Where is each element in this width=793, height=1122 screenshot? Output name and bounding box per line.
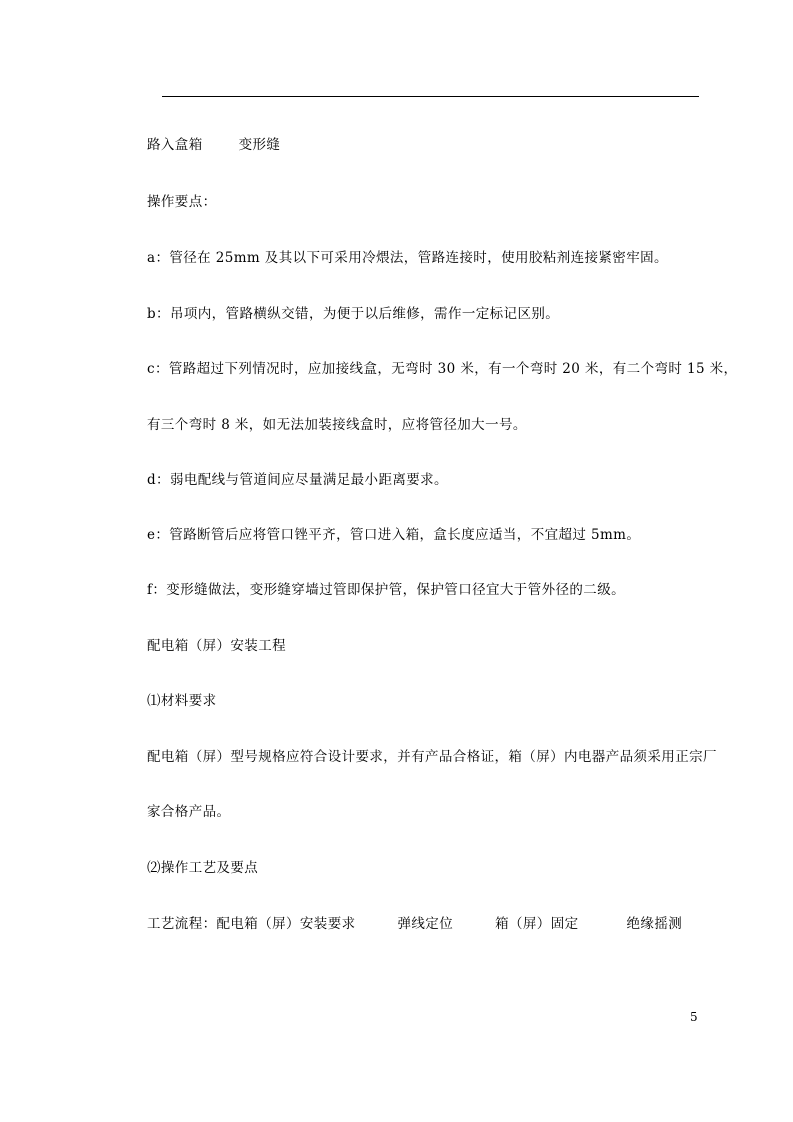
flow-item-2: 变形缝 xyxy=(238,137,281,153)
flow-line-top xyxy=(147,136,280,154)
points-heading: 操作要点： xyxy=(147,194,217,210)
point-d: d：弱电配线与管道间应尽量满足最小距离要求。 xyxy=(147,472,448,488)
point-c-line-1: c：管路超过下列情况时，应加接线盒，无弯时 30 米，有一个弯时 20 米，有二个弯时 15 米， xyxy=(147,361,738,377)
point-f: f：变形缝做法，变形缝穿墙过管即保护管，保护管口径宜大于管外径的二级。 xyxy=(147,582,625,598)
process-step-3: 箱（屏）固定 xyxy=(495,916,579,932)
process-step-4: 绝缘摇测 xyxy=(626,916,683,932)
subsection-1-heading: ⑴材料要求 xyxy=(147,693,217,709)
process-label: 工艺流程：配电箱（屏）安装要求 xyxy=(147,916,356,932)
process-step-2: 弹线定位 xyxy=(397,916,454,932)
point-a: a：管径在 25mm 及其以下可采用冷煨法，管路连接时，使用胶粘剂连接紧密牢固。 xyxy=(147,250,668,266)
process-flow-line xyxy=(147,915,682,933)
point-c-line-2: 有三个弯时 8 米，如无法加装接线盒时，应将管径加大一号。 xyxy=(147,417,527,433)
page-number: 5 xyxy=(690,1010,698,1024)
section-title: 配电箱（屏）安装工程 xyxy=(147,638,286,654)
point-e: e：管路断管后应将管口锉平齐，管口进入箱，盒长度应适当，不宜超过 5mm。 xyxy=(147,527,641,543)
subsection-1-text-line-2: 家合格产品。 xyxy=(147,804,231,820)
flow-item-1: 路入盒箱 xyxy=(147,137,203,153)
point-b: b：吊项内，管路横纵交错，为便于以后维修，需作一定标记区别。 xyxy=(147,306,560,322)
header-rule xyxy=(162,96,699,97)
subsection-2-heading: ⑵操作工艺及要点 xyxy=(147,860,259,876)
subsection-1-text-line-1: 配电箱（屏）型号规格应符合设计要求，并有产品合格证，箱（屏）内电器产品须采用正宗厂 xyxy=(147,749,717,765)
